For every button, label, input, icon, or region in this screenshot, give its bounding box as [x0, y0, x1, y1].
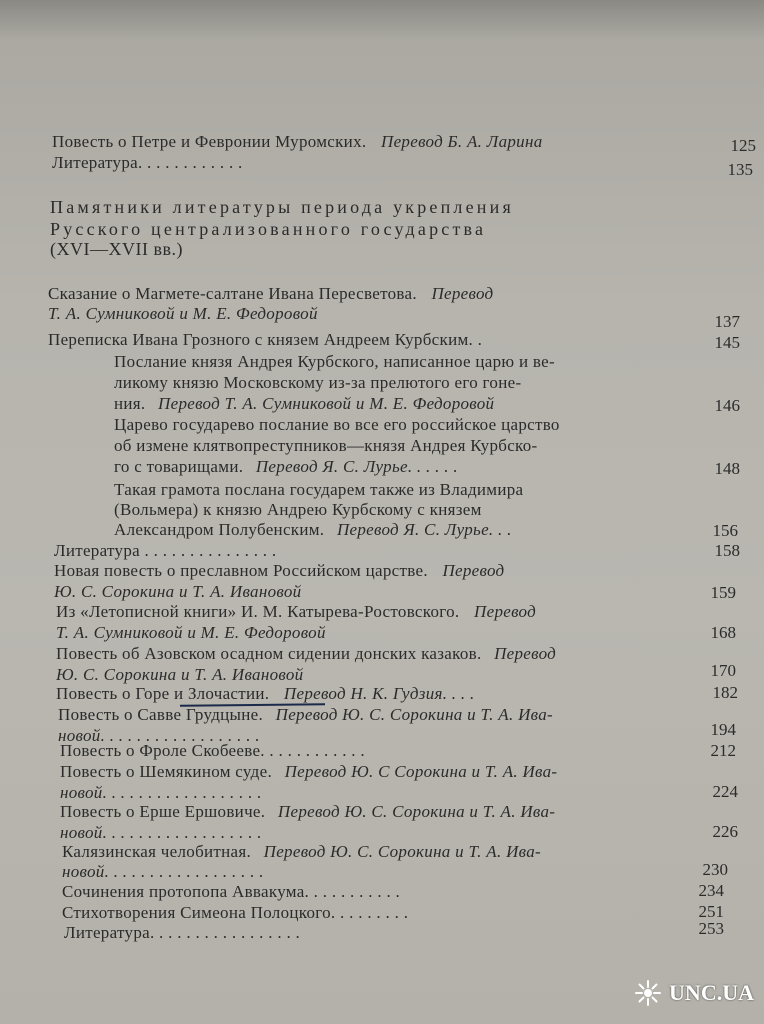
section-heading-line-1: Памятники литературы периода укрепления — [50, 197, 514, 217]
toc-entry-line: ликому князю Московскому из-за прелютого его гоне- — [114, 373, 522, 392]
page-shadow — [0, 0, 764, 40]
toc-entry-kalyazin — [62, 842, 541, 862]
entry-translator: Перевод Б. А. Ларина — [381, 132, 543, 151]
toc-entry-line — [60, 783, 262, 803]
page-number: 251 — [698, 902, 724, 921]
toc-entry-magmet-saltan — [48, 284, 493, 304]
entry-translator: Перевод Н. К. Гудзия. . . . — [283, 684, 475, 703]
entry-title: ния. — [114, 394, 146, 413]
page-number: 137 — [714, 312, 740, 331]
watermark-text: UNC.UA — [669, 980, 754, 1005]
entry-translator: новой. . . . . . . . . . . . . . . . . . — [62, 862, 264, 881]
toc-entry-azov — [56, 644, 556, 664]
toc-entry-literature-2: Литература . . . . . . . . . . . . . . . — [54, 541, 277, 560]
page-number: 159 — [710, 583, 736, 602]
entry-translator: новой. . . . . . . . . . . . . . . . . . — [58, 726, 260, 745]
toc-subentry-gramota: Такая грамота послана государем также из Владимира — [114, 480, 524, 499]
sunburst-icon — [633, 978, 663, 1008]
entry-translator: Перевод — [442, 561, 505, 580]
page-number: 226 — [712, 822, 738, 841]
page-number: 234 — [698, 881, 724, 900]
entry-title: Повесть об Азовском осадном сидении донских казаков. — [56, 644, 482, 663]
entry-title: Александром Полубенским. — [114, 520, 325, 539]
entry-title: Сказание о Магмете-салтане Ивана Пересветова. — [48, 284, 417, 303]
entry-title: Повесть о Шемякином суде. — [60, 762, 273, 781]
entry-translator: Перевод — [474, 602, 537, 621]
page-number: 170 — [710, 661, 736, 680]
toc-entry-avvakum: Сочинения протопопа Аввакума. . . . . . . . . . . — [62, 882, 401, 901]
entry-translator: Перевод Я. С. Лурье. . . . . . — [255, 457, 458, 476]
entry-translator: Перевод — [494, 644, 557, 663]
section-heading-line-3: (XVI—XVII вв.) — [50, 239, 183, 259]
entry-translator: новой. . . . . . . . . . . . . . . . . . — [60, 783, 262, 802]
entry-translator: Перевод Ю. С. Сорокина и Т. А. Ива- — [275, 705, 553, 724]
page-number: 253 — [698, 919, 724, 938]
toc-entry-simeon-polotsky: Стихотворения Симеона Полоцкого. . . . . . . . . — [62, 903, 409, 922]
toc-subentry-kurbsky-letter: Послание князя Андрея Курбского, написанное царю и ве- — [114, 352, 555, 371]
entry-translator: Перевод — [431, 284, 494, 303]
entry-translator: Т. А. Сумниковой и М. Е. Федоровой — [48, 304, 318, 323]
page-number: 182 — [712, 683, 738, 702]
page-number: 148 — [714, 459, 740, 478]
page-number: 168 — [710, 623, 736, 642]
entry-translator: Перевод Я. С. Лурье. . . — [336, 520, 512, 539]
toc-entry-petr-fevronia — [52, 132, 543, 152]
entry-title: Из «Летописной книги» И. М. Катырева-Ростовского. — [56, 602, 460, 621]
toc-entry-frol-skobeev: Повесть о Фроле Скобееве. . . . . . . . . . . . — [60, 741, 365, 760]
toc-entry-literature-1: Литература. . . . . . . . . . . . — [52, 153, 243, 172]
entry-title: Повесть о Петре и Февронии Муромских. — [52, 132, 367, 151]
entry-translator: Перевод Ю. С. Сорокина и Т. А. Ива- — [277, 802, 556, 821]
toc-entry-line — [114, 394, 494, 414]
toc-entry-line: (Вольмера) к князю Андрею Курбскому с князем — [114, 500, 482, 519]
page-number: 224 — [712, 782, 738, 801]
page-number: 146 — [714, 396, 740, 415]
entry-title: Повесть о Ерше Ершовиче. — [60, 802, 266, 821]
entry-translator: Т. А. Сумниковой и М. Е. Федоровой — [56, 623, 326, 642]
toc-entry-line — [48, 304, 318, 324]
toc-entry-letopisnaya-kniga — [56, 602, 536, 622]
toc-entry-line — [62, 862, 264, 882]
toc-entry-gore-zlochastie — [56, 684, 475, 704]
page-number: 158 — [714, 541, 740, 560]
page-number: 230 — [702, 860, 728, 879]
entry-translator: Перевод Ю. С Сорокина и Т. А. Ива- — [284, 762, 558, 781]
entry-title: Повесть о Савве Грудцыне. — [58, 705, 264, 724]
toc-entry-line: об измене клятвопреступников—князя Андрея Курбско- — [114, 436, 538, 455]
toc-entry-novaya-povest — [54, 561, 504, 581]
toc-entry-line — [54, 582, 301, 602]
toc-subentry-tsarevo-poslanie: Царево государево послание во все его российское царство — [114, 415, 560, 434]
toc-entry-line — [60, 823, 262, 843]
page-number: 135 — [727, 160, 753, 179]
entry-title: Калязинская челобитная. — [62, 842, 252, 861]
toc-entry-perepiska: Переписка Ивана Грозного с князем Андреем Курбским. . — [48, 330, 483, 349]
toc-entry-line — [56, 665, 303, 685]
entry-translator: Ю. С. Сорокина и Т. А. Ивановой — [56, 665, 304, 684]
toc-entry-savva-grudtsyn — [58, 705, 553, 725]
page-number: 145 — [714, 333, 740, 352]
section-heading-line-2: Русского централизованного государства — [50, 219, 487, 239]
entry-title: Повесть о Горе и Злочастии. — [56, 684, 270, 703]
toc-entry-literature-3: Литература. . . . . . . . . . . . . . . . . — [64, 923, 301, 942]
entry-title: Новая повесть о преславном Российском царстве. — [54, 561, 428, 580]
entry-translator: Перевод Т. А. Сумниковой и М. Е. Федоровой — [158, 394, 495, 413]
toc-entry-line — [114, 457, 458, 477]
page-number: 156 — [712, 521, 738, 540]
toc-entry-line — [56, 623, 326, 643]
entry-translator: Перевод Ю. С. Сорокина и Т. А. Ива- — [263, 842, 541, 861]
watermark — [633, 978, 754, 1008]
toc-entry-shemyakin-sud — [60, 762, 557, 782]
entry-translator: новой. . . . . . . . . . . . . . . . . . — [60, 823, 262, 842]
toc-entry-yersh-yershovich — [60, 802, 555, 822]
page-number: 125 — [730, 136, 756, 155]
entry-title: го с товарищами. — [114, 457, 244, 476]
page-number: 194 — [710, 720, 736, 739]
page-number: 212 — [710, 741, 736, 760]
toc-entry-line — [114, 520, 512, 540]
entry-translator: Ю. С. Сорокина и Т. А. Ивановой — [54, 582, 302, 601]
